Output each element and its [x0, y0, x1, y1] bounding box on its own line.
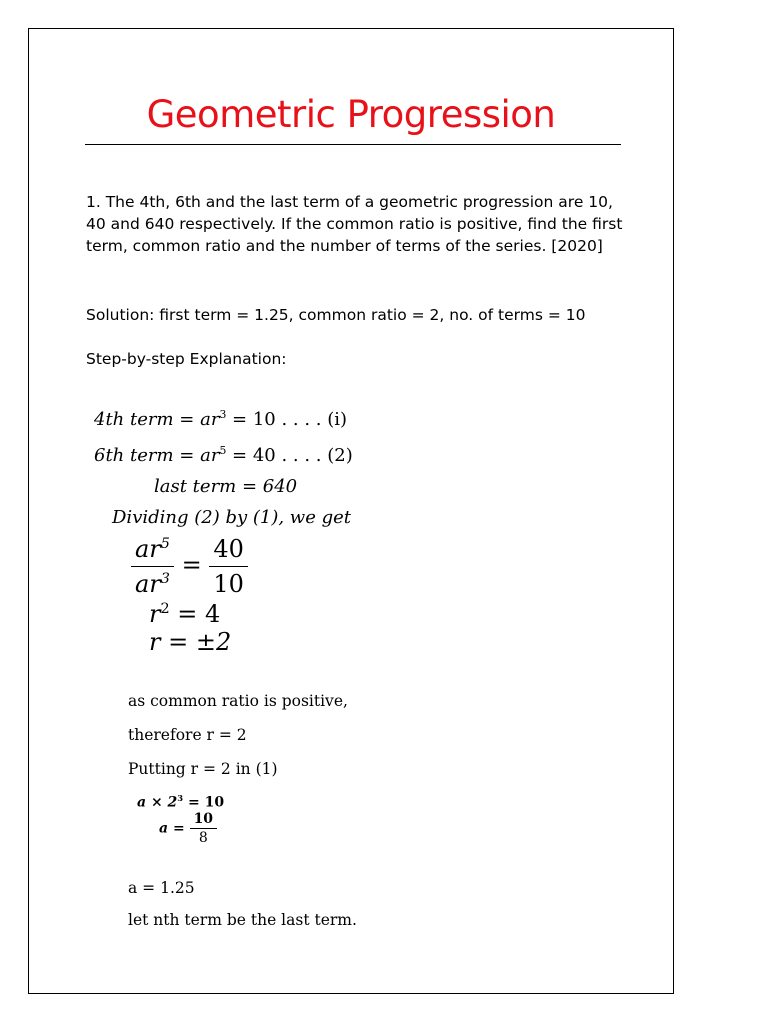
equation-block-3 — [137, 793, 224, 846]
fraction-values — [209, 535, 248, 598]
eq-label: 4th term — [94, 409, 174, 430]
frac-den: ar — [135, 570, 161, 598]
text-a-value: a = 1.25 — [128, 879, 195, 897]
equation-last-term: last term = 640 — [154, 476, 298, 497]
a-times-line — [137, 793, 224, 811]
question-text: 1. The 4th, 6th and the last term of a geometric progression are 10, 40 and 640 respectively. If the common ratio is positive, find the first term, common ratio and the number of terms of the series. [2020] — [86, 193, 623, 255]
equation-block-1 — [94, 399, 353, 533]
a-line: a × 2 — [137, 794, 178, 811]
step-heading: Step-by-step Explanation: — [86, 350, 287, 368]
equals-sign: = — [181, 551, 202, 579]
equation-block-2 — [131, 535, 248, 656]
fraction-equation — [131, 535, 248, 598]
document-page — [28, 28, 674, 994]
equation-6th-term — [94, 435, 353, 471]
a-frac-num: 10 — [193, 810, 214, 827]
fraction-ar — [131, 535, 174, 598]
a-fraction — [190, 811, 217, 846]
a-line-tail: = 10 — [183, 794, 225, 811]
frac-num-exp: 5 — [160, 536, 170, 552]
r-plus-minus-line: r = ±2 — [149, 628, 232, 656]
text-putting-r: Putting r = 2 in (1) — [128, 760, 278, 778]
equation-4th-term — [94, 399, 353, 435]
text-nth-term: let nth term be the last term. — [128, 911, 357, 929]
frac-num: 40 — [213, 535, 244, 563]
eq-rhs: = ar — [179, 409, 220, 430]
eq-exponent: 5 — [219, 444, 227, 457]
eq-tail: = 10 . . . . (i) — [226, 409, 348, 430]
page-title: Geometric Progression — [146, 93, 556, 136]
r-squared-line — [131, 600, 248, 628]
a-frac-den: 8 — [198, 829, 208, 846]
eq-tail: = 40 . . . . (2) — [226, 445, 353, 466]
text-common-ratio-positive: as common ratio is positive, — [128, 692, 348, 710]
a-line-exp: 3 — [177, 793, 184, 803]
a-frac-lhs: a = — [159, 820, 185, 837]
eq-rhs: = ar — [179, 445, 220, 466]
frac-num: ar — [135, 535, 161, 563]
text-therefore-r: therefore r = 2 — [128, 726, 247, 744]
eq-label: 6th term — [94, 445, 174, 466]
r-tail: = 4 — [169, 600, 221, 628]
title-divider — [85, 144, 621, 145]
frac-den-exp: 3 — [160, 571, 170, 587]
r-base: r — [149, 600, 161, 628]
eq-exponent: 3 — [219, 408, 227, 421]
equation-dividing: Dividing (2) by (1), we get — [112, 507, 351, 528]
a-fraction-line — [137, 811, 224, 846]
frac-den: 10 — [213, 570, 244, 598]
r-exp: 2 — [160, 601, 170, 617]
solution-text: Solution: first term = 1.25, common ratio = 2, no. of terms = 10 — [86, 306, 586, 324]
